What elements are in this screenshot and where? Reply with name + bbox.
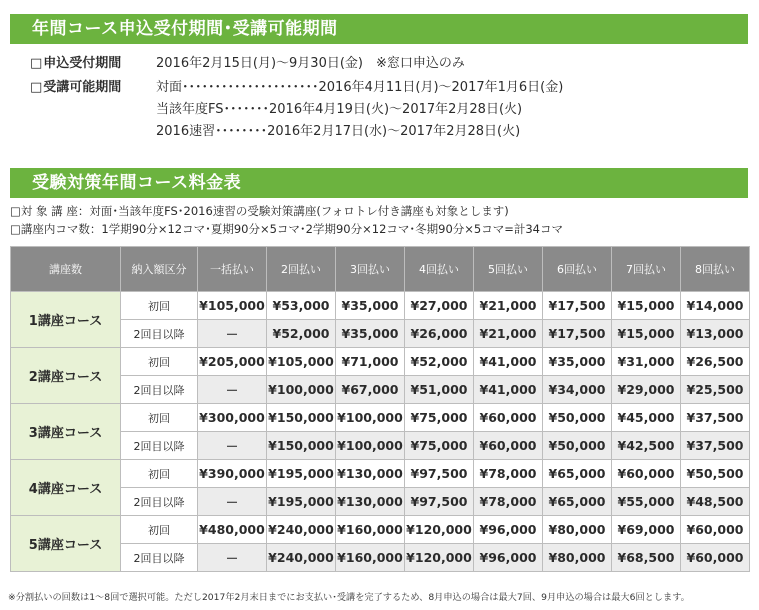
price-cell: ¥390,000 <box>198 460 267 488</box>
price-cell: － <box>198 544 267 572</box>
price-cell: ¥240,000 <box>267 544 336 572</box>
price-cell: ¥65,000 <box>543 460 612 488</box>
price-cell: ¥50,000 <box>543 432 612 460</box>
price-cell: ¥35,000 <box>336 292 405 320</box>
price-cell: ¥52,000 <box>405 348 474 376</box>
period-value: 対面･････････････････････2016年4月11日(月)～2017年1月6日(金) <box>156 80 564 95</box>
column-header: 5回払い <box>474 247 543 292</box>
price-cell: ¥17,500 <box>543 292 612 320</box>
table-row <box>11 488 750 516</box>
column-header: 8回払い <box>681 247 750 292</box>
price-cell: ¥60,000 <box>681 544 750 572</box>
price-cell: ¥80,000 <box>543 544 612 572</box>
table-row <box>11 348 750 376</box>
price-cell: ¥53,000 <box>267 292 336 320</box>
course-name-cell: 3講座コース <box>11 404 121 460</box>
price-cell: ¥97,500 <box>405 460 474 488</box>
payment-type-cell: 2回目以降 <box>121 544 198 572</box>
checkbox-icon <box>10 222 21 236</box>
price-cell: ¥37,500 <box>681 432 750 460</box>
price-cell: ¥45,000 <box>612 404 681 432</box>
price-cell: ¥97,500 <box>405 488 474 516</box>
table-row <box>11 432 750 460</box>
price-cell: ¥21,000 <box>474 320 543 348</box>
price-cell: ¥50,000 <box>543 404 612 432</box>
table-row <box>11 404 750 432</box>
payment-type-cell: 初回 <box>121 404 198 432</box>
price-cell: ¥14,000 <box>681 292 750 320</box>
price-cell: － <box>198 376 267 404</box>
price-cell: ¥150,000 <box>267 432 336 460</box>
price-cell: ¥78,000 <box>474 488 543 516</box>
price-cell: ¥60,000 <box>474 432 543 460</box>
column-header: 7回払い <box>612 247 681 292</box>
price-cell: ¥300,000 <box>198 404 267 432</box>
period-value: 2016速習････････2016年2月17日(水)～2017年2月28日(火) <box>156 124 521 139</box>
column-header: 2回払い <box>267 247 336 292</box>
course-name-cell: 2講座コース <box>11 348 121 404</box>
price-cell: ¥205,000 <box>198 348 267 376</box>
price-cell: ¥26,000 <box>405 320 474 348</box>
period-label: □ 申込受付期間 <box>30 55 121 73</box>
checkbox-icon <box>10 204 21 218</box>
payment-type-cell: 初回 <box>121 348 198 376</box>
price-cell: ¥35,000 <box>336 320 405 348</box>
price-cell: ¥195,000 <box>267 488 336 516</box>
price-cell: ¥120,000 <box>405 516 474 544</box>
price-cell: ¥50,500 <box>681 460 750 488</box>
price-cell: ¥71,000 <box>336 348 405 376</box>
price-cell: ¥68,500 <box>612 544 681 572</box>
price-cell: ¥17,500 <box>543 320 612 348</box>
price-cell: ¥60,000 <box>474 404 543 432</box>
period-value: 当該年度FS･･･････2016年4月19日(火)～2017年2月28日(火) <box>156 102 523 117</box>
price-cell: ¥130,000 <box>336 460 405 488</box>
price-cell: ¥100,000 <box>267 376 336 404</box>
price-cell: ¥78,000 <box>474 460 543 488</box>
fee-table <box>10 246 750 572</box>
table-row <box>11 544 750 572</box>
price-cell: ¥195,000 <box>267 460 336 488</box>
period-value: 2016年2月15日(月)～9月30日(金) ※窓口申込のみ <box>156 56 465 71</box>
footnote: ※分割払いの回数は1～8回で選択可能。ただし2017年2月末日までにお支払い･受講を完了するため、8月申込の場合は最大7回、9月申込の場合は最大6回とします。 <box>8 592 690 603</box>
price-cell: ¥60,000 <box>681 516 750 544</box>
fee-table-header <box>11 247 750 292</box>
price-cell: ¥75,000 <box>405 432 474 460</box>
price-cell: ¥480,000 <box>198 516 267 544</box>
price-cell: ¥105,000 <box>198 292 267 320</box>
info-target-courses <box>10 204 509 219</box>
price-cell: ¥31,000 <box>612 348 681 376</box>
column-header: 3回払い <box>336 247 405 292</box>
info-session-count <box>10 222 563 237</box>
price-cell: ¥65,000 <box>543 488 612 516</box>
column-header: 講座数 <box>11 247 121 292</box>
price-cell: ¥25,500 <box>681 376 750 404</box>
table-row <box>11 320 750 348</box>
price-cell: ¥26,500 <box>681 348 750 376</box>
price-cell: ¥240,000 <box>267 516 336 544</box>
section-title-periods: 年間コース申込受付期間･受講可能期間 <box>10 14 748 44</box>
price-cell: ¥105,000 <box>267 348 336 376</box>
course-name-cell: 5講座コース <box>11 516 121 572</box>
payment-type-cell: 初回 <box>121 460 198 488</box>
period-label: □ 受講可能期間 <box>30 79 121 97</box>
price-cell: － <box>198 488 267 516</box>
price-cell: ¥96,000 <box>474 544 543 572</box>
price-cell: ¥42,500 <box>612 432 681 460</box>
price-cell: ¥15,000 <box>612 320 681 348</box>
price-cell: ¥21,000 <box>474 292 543 320</box>
price-cell: ¥13,000 <box>681 320 750 348</box>
payment-type-cell: 2回目以降 <box>121 320 198 348</box>
price-cell: ¥100,000 <box>336 432 405 460</box>
price-cell: ¥35,000 <box>543 348 612 376</box>
column-header: 納入額区分 <box>121 247 198 292</box>
info-text: 講座内コマ数：1学期90分×12コマ･夏期90分×5コマ･2学期90分×12コマ･冬期90分×5コマ=計34コマ <box>20 222 563 236</box>
column-header: 4回払い <box>405 247 474 292</box>
price-cell: ¥80,000 <box>543 516 612 544</box>
price-cell: ¥120,000 <box>405 544 474 572</box>
price-cell: ¥15,000 <box>612 292 681 320</box>
price-cell: ¥51,000 <box>405 376 474 404</box>
price-cell: ¥160,000 <box>336 544 405 572</box>
table-row <box>11 516 750 544</box>
table-row <box>11 292 750 320</box>
payment-type-cell: 2回目以降 <box>121 432 198 460</box>
table-row <box>11 460 750 488</box>
price-cell: ¥100,000 <box>336 404 405 432</box>
payment-type-cell: 2回目以降 <box>121 488 198 516</box>
price-cell: ¥29,000 <box>612 376 681 404</box>
price-cell: ¥96,000 <box>474 516 543 544</box>
table-row <box>11 376 750 404</box>
price-cell: ¥27,000 <box>405 292 474 320</box>
price-cell: － <box>198 320 267 348</box>
course-name-cell: 4講座コース <box>11 460 121 516</box>
price-cell: ¥55,000 <box>612 488 681 516</box>
price-cell: ¥48,500 <box>681 488 750 516</box>
price-cell: ¥41,000 <box>474 348 543 376</box>
price-cell: ¥69,000 <box>612 516 681 544</box>
course-name-cell: 1講座コース <box>11 292 121 348</box>
price-cell: ¥130,000 <box>336 488 405 516</box>
price-cell: ¥60,000 <box>612 460 681 488</box>
price-cell: ¥34,000 <box>543 376 612 404</box>
price-cell: ¥41,000 <box>474 376 543 404</box>
payment-type-cell: 2回目以降 <box>121 376 198 404</box>
column-header: 6回払い <box>543 247 612 292</box>
price-cell: ¥67,000 <box>336 376 405 404</box>
info-text: 対 象 講 座：対面･当該年度FS･2016速習の受験対策講座(フォロトレ付き講座も対象とします) <box>20 204 509 218</box>
payment-type-cell: 初回 <box>121 516 198 544</box>
price-cell: ¥52,000 <box>267 320 336 348</box>
price-cell: － <box>198 432 267 460</box>
column-header: 一括払い <box>198 247 267 292</box>
fee-table-body <box>11 292 750 572</box>
price-cell: ¥160,000 <box>336 516 405 544</box>
section-title-fees: 受験対策年間コース料金表 <box>10 168 748 198</box>
price-cell: ¥37,500 <box>681 404 750 432</box>
payment-type-cell: 初回 <box>121 292 198 320</box>
price-cell: ¥75,000 <box>405 404 474 432</box>
price-cell: ¥150,000 <box>267 404 336 432</box>
